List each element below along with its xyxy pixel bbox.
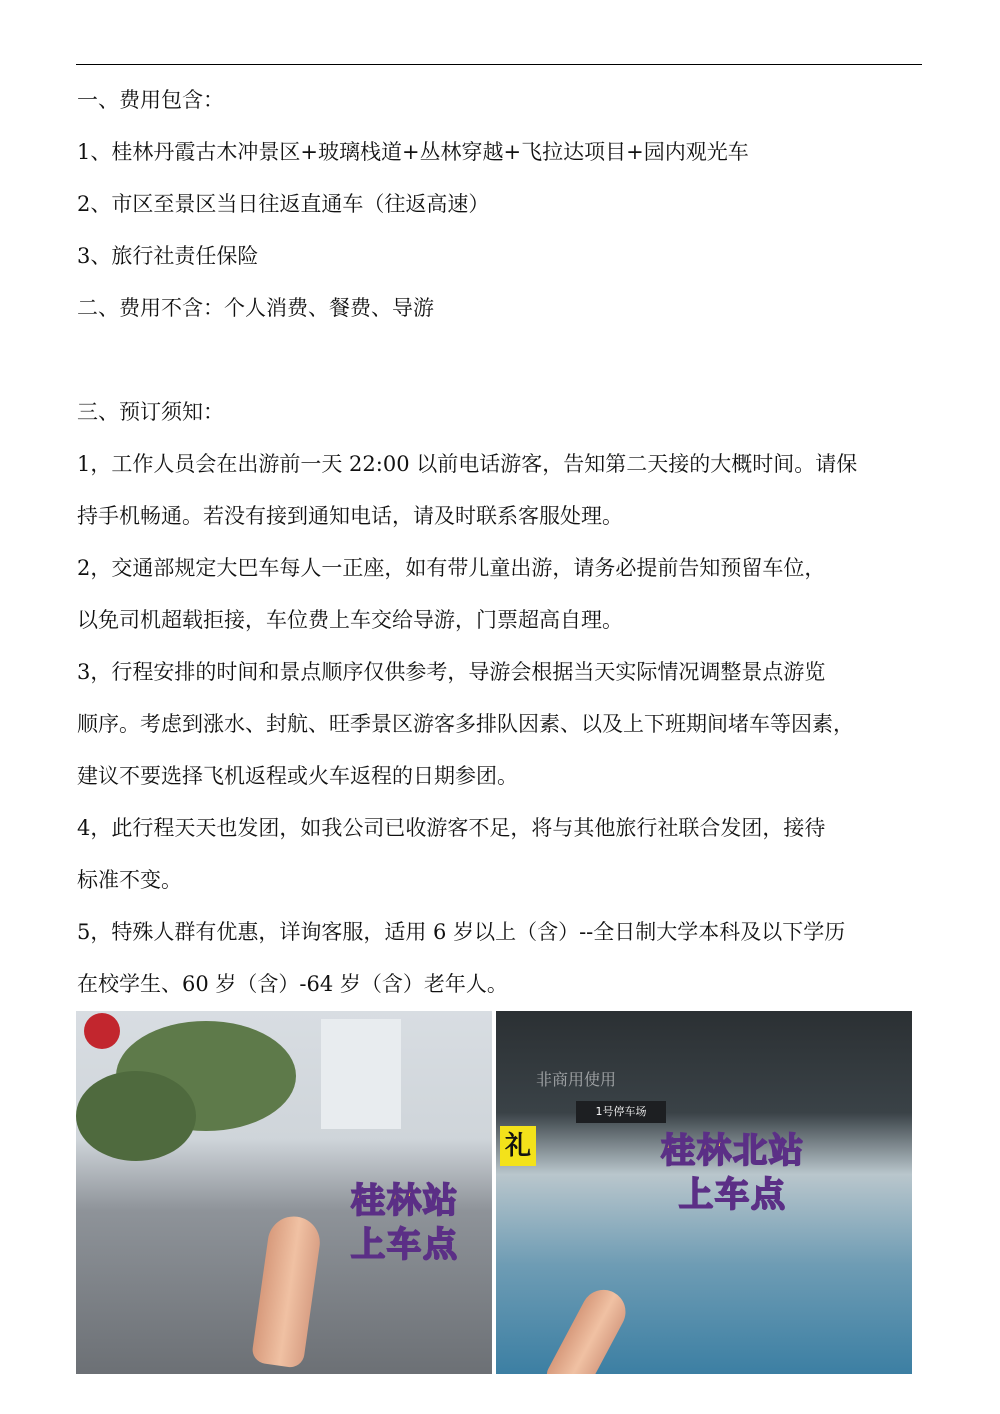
note-5-line-2: 在校学生、60 岁（含）-64 岁（含）老年人。 bbox=[77, 972, 508, 996]
note-4-line-2: 标准不变。 bbox=[77, 868, 182, 892]
tree-canopy bbox=[76, 1071, 196, 1161]
pickup-photos bbox=[76, 1011, 912, 1374]
caption-line-1: 桂林站 bbox=[351, 1181, 459, 1221]
note-5-line-1: 5，特殊人群有优惠，详询客服，适用 6 岁以上（含）--全日制大学本科及以下学历 bbox=[77, 920, 846, 944]
note-2-line-2: 以免司机超载拒接，车位费上车交给导游，门票超高自理。 bbox=[77, 608, 623, 632]
no-entry-sign-icon bbox=[84, 1013, 120, 1049]
note-1-line-1: 1，工作人员会在出游前一天 22:00 以前电话游客，告知第二天接的大概时间。请保 bbox=[77, 452, 858, 476]
guilin-north-station-caption bbox=[661, 1129, 805, 1217]
caption-line-1: 桂林北站 bbox=[661, 1131, 805, 1171]
note-1-line-2: 持手机畅通。若没有接到通知电话，请及时联系客服处理。 bbox=[77, 504, 623, 528]
header-rule bbox=[76, 64, 922, 65]
section-heading-fees-included: 一、费用包含： bbox=[77, 88, 224, 112]
building bbox=[321, 1019, 401, 1129]
section-heading-fees-excluded: 二、费用不含：个人消费、餐费、导游 bbox=[77, 296, 434, 320]
shop-sign: 礼 bbox=[500, 1126, 536, 1166]
caption-line-2: 上车点 bbox=[679, 1175, 787, 1215]
fee-item-1: 1、桂林丹霞古木冲景区+玻璃栈道+丛林穿越+飞拉达项目+园内观光车 bbox=[77, 140, 749, 164]
fee-item-3: 3、旅行社责任保险 bbox=[77, 244, 259, 268]
caption-line-2: 上车点 bbox=[351, 1225, 459, 1265]
document-body bbox=[77, 74, 922, 1010]
section-heading-booking-notes: 三、预订须知： bbox=[77, 400, 224, 424]
parking-sign: 1号停车场 bbox=[576, 1101, 666, 1123]
note-4-line-1: 4，此行程天天也发团，如我公司已收游客不足，将与其他旅行社联合发团，接待 bbox=[77, 816, 826, 840]
note-3-line-2: 顺序。考虑到涨水、封航、旺季景区游客多排队因素、以及上下班期间堵车等因素， bbox=[77, 712, 854, 736]
pointing-finger bbox=[251, 1213, 323, 1369]
note-3-line-3: 建议不要选择飞机返程或火车返程的日期参团。 bbox=[77, 764, 518, 788]
guilin-station-photo bbox=[76, 1011, 492, 1374]
blank-line bbox=[77, 334, 922, 386]
watermark: 非商用使用 bbox=[536, 1070, 617, 1089]
guilin-station-caption bbox=[351, 1179, 459, 1267]
guilin-north-station-photo bbox=[496, 1011, 912, 1374]
note-2-line-1: 2，交通部规定大巴车每人一正座，如有带儿童出游，请务必提前告知预留车位， bbox=[77, 556, 826, 580]
pointing-finger bbox=[543, 1282, 633, 1374]
fee-item-2: 2、市区至景区当日往返直通车（往返高速） bbox=[77, 192, 490, 216]
note-3-line-1: 3，行程安排的时间和景点顺序仅供参考，导游会根据当天实际情况调整景点游览 bbox=[77, 660, 826, 684]
